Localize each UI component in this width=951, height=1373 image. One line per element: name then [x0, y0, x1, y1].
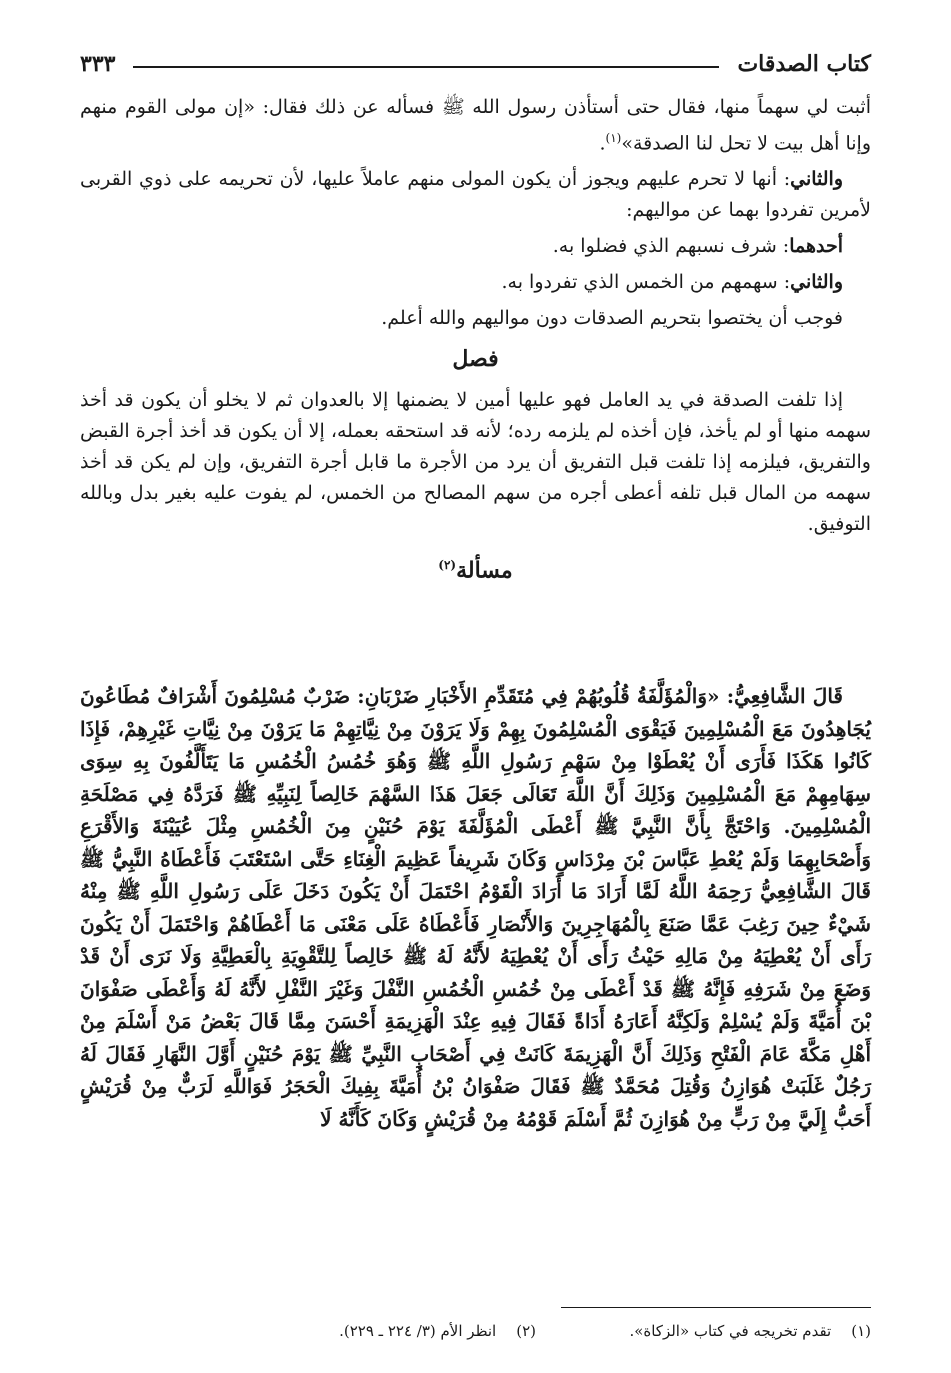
- footnote-rule: [561, 1307, 871, 1308]
- section-heading: فصل: [452, 346, 499, 373]
- paragraph-label: أحدهما: [789, 235, 843, 258]
- paragraph-label: والثاني: [790, 271, 843, 294]
- footnote: [339, 1319, 536, 1343]
- footnote-number: (٢): [516, 1322, 536, 1340]
- paragraph: فوجب أن يختصوا بتحريم الصدقات دون مواليهم والله أعلم.: [381, 307, 843, 330]
- page-number: ٣٣٣: [80, 51, 116, 77]
- header-rule: [133, 66, 719, 68]
- paragraph: إذا تلفت الصدقة في يد العامل فهو عليها أمين لا يضمنها إلا بالعدوان ثم لا يخلو أن يكون قد أخذ سهمه منها أو لم يأخذ، فإن أخذه لم يلزمه رده؛ لأنه قد استحقه بعمله، إلا أن يكون قد أخذ أجرة القبض والتفريق، فيلزمه إذا تلفت قبل التفريق أن يرد من الأجرة ما قابل أجرة التفريق، وإن لم يكن قد أخذ سهمه من المال قبل تلفه أعطى أجره من سهم المصالح من الخمس، لم يفوت عليه بغير بدل وبالله التوفيق.: [80, 389, 871, 536]
- paragraph: والثاني: أنها لا تحرم عليهم ويجوز أن يكون المولى منهم عاملاً عليها، لأن تحريمه على ذوي القربى لأمرين تفردوا بهما عن مواليهم:: [80, 168, 871, 222]
- footnote-ref: (١): [605, 131, 622, 145]
- paragraph: والثاني: سهمهم من الخمس الذي تفردوا به.: [501, 271, 843, 294]
- footnote-text: تقدم تخريجه في كتاب «الزكاة».: [629, 1322, 832, 1340]
- footnotes: [80, 1319, 871, 1343]
- quoted-text: قَالَ الشَّافِعِيُّ: «وَالْمُؤَلَّفَةُ قُلُوبُهُمْ فِي مُتَقَدِّمِ الأَخْبَارِ ضَرْبَانِ: ضَرْبٌ مُسْلِمُونَ أَشْرَافٌ مُطَاعُونَ يُجَاهِدُونَ مَعَ الْمُسْلِمِينَ فَيَقْوَى الْمُسْلِمُونَ بِهِمْ وَلَا يَرَوْنَ مِنْ نِيَّاتِهِمْ مَا يَرَوْنَ مِنْ نِيَّاتِ غَيْرِهِمْ، فَإِذَا كَانُوا هَكَذَا فَأَرَى أَنْ يُعْطَوْا مِنْ سَهْمِ رَسُولِ اللَّهِ ﷺ وَهُوَ خُمُسُ الْخُمُسِ مَا يَتَأَلَّفُونَ بِهِ سِوَى سِهَامِهِمْ مَعَ الْمُسْلِمِينَ وَذَلِكَ أَنَّ اللَّهَ تَعَالَى جَعَلَ هَذَا السَّهْمَ خَالِصاً لِنَبِيِّهِ ﷺ فَرَدَّهُ فِي مَصْلَحَةِ الْمُسْلِمِينَ. وَاحْتَجَّ بِأَنَّ النَّبِيَّ ﷺ أَعْطَى الْمُؤَلَّفَةَ يَوْمَ حُنَيْنٍ مِنَ الْخُمُسِ مِثْلَ عُيَيْنَةَ وَالأَقْرَعِ وَأَصْحَابِهِمَا وَلَمْ يُعْطِ عَبَّاسَ بْنَ مِرْدَاسٍ وَكَانَ شَرِيفاً عَظِيمَ الْغِنَاءِ حَتَّى اسْتَعْتَبَ فَأَعْطَاهُ النَّبِيُّ ﷺ قَالَ الشَّافِعِيُّ رَحِمَهُ اللَّهُ لَمَّا أَرَادَ مَا أَرَادَ الْقَوْمُ احْتَمَلَ أَنْ يَكُونَ دَخَلَ عَلَى رَسُولِ اللَّهِ ﷺ مِنْهُ شَيْءٌ حِينَ رَغِبَ عَمَّا صَنَعَ بِالْمُهَاجِرِينَ وَالأَنْصَارِ فَأَعْطَاهُ عَلَى مَعْنَى مَا أَعْطَاهُمْ وَاحْتَمَلَ أَنْ يَكُونَ رَأَى أَنْ يُعْطِيَهُ مِنْ مَالِهِ حَيْثُ رَأَى أَنْ يُعْطِيَهُ لأَنَّهُ لَهُ ﷺ خَالِصاً لِلتَّقْوِيَةِ بِالْعَطِيَّةِ وَلَا نَرَى أَنْ قَدْ وَضَعَ مِنْ شَرَفِهِ فَإِنَّهُ ﷺ قَدْ أَعْطَى مِنْ خُمُسِ الْخُمُسِ النَّفْلَ وَغَيْرَ النَّفْلِ لأَنَّهُ لَهُ وَأَعْطَى صَفْوَانَ بْنَ أُمَيَّةَ وَلَمْ يُسْلِمْ وَلَكِنَّهُ أَعَارَهُ أَدَاةً فَقَالَ فِيهِ عِنْدَ الْهَزِيمَةِ أَحْسَنَ مِمَّا قَالَ بَعْضُ مَنْ أَسْلَمَ مِنْ أَهْلِ مَكَّةَ عَامَ الْفَتْحِ وَذَلِكَ أَنَّ الْهَزِيمَةَ كَانَتْ فِي أَصْحَابِ النَّبِيِّ ﷺ يَوْمَ حُنَيْنٍ أَوَّلَ النَّهَارِ فَقَالَ لَهُ رَجُلٌ غَلَبَتْ هُوَازِنُ وَقُتِلَ مُحَمَّدٌ ﷺ فَقَالَ صَفْوَانُ بْنُ أُمَيَّةَ بِفِيكَ الْحَجَرُ فَوَاللَّهِ لَرَبٌّ مِنْ قُرَيْشٍ أَحَبُّ إِلَيَّ مِنْ رَبٍّ مِنْ هُوَازِنَ ثُمَّ أَسْلَمَ قَوْمُهُ مِنْ قُرَيْشٍ وَكَانَ كَأَنَّهُ لَا: [80, 684, 872, 1131]
- footnote-ref: (٢): [438, 558, 457, 573]
- paragraph: أحدهما: شرف نسبهم الذي فضلوا به.: [552, 235, 843, 258]
- section-heading: مسألة$^{(٢)}$: [438, 557, 513, 584]
- footnote: [536, 1319, 871, 1343]
- footnote-text: انظر الأم (٣/ ٢٢٤ ـ ٢٢٩).: [339, 1322, 497, 1340]
- paragraph-label: والثاني: [790, 168, 843, 191]
- page-header: [80, 42, 871, 86]
- footnote-number: (١): [851, 1322, 871, 1340]
- book-title: كتاب الصدقات: [737, 51, 871, 77]
- paragraph: أثبت لي سهماً منها، فقال حتى أستأذن رسول الله ﷺ فسأله عن ذلك فقال: «إن مولى القوم منهم وإنا أهل بيت لا تحل لنا الصدقة»$^{(١)}$.: [80, 96, 871, 155]
- body-text: [80, 92, 871, 597]
